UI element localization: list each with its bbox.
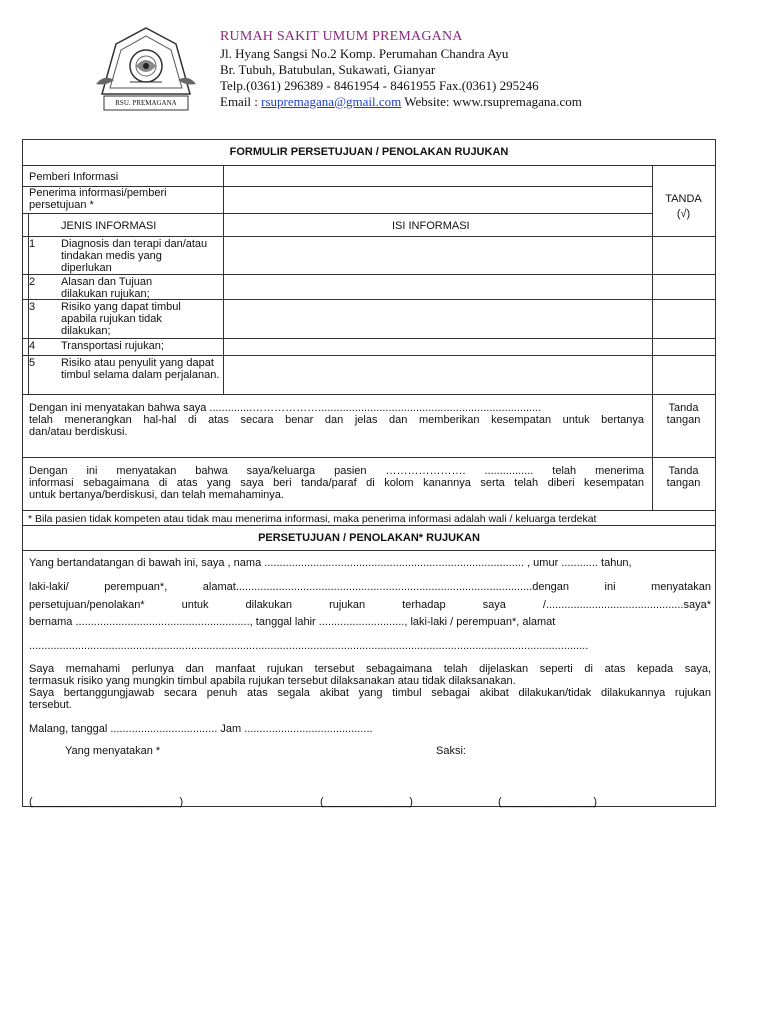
phone-line: Telp.(0361) 296389 - 8461954 - 8461955 Fax.(0361) 295246 <box>220 78 539 93</box>
signature-line-witness-1: (______________) <box>320 796 413 808</box>
pemberi-informasi-label: Pemberi Informasi <box>29 171 119 183</box>
jenis-informasi-header: JENIS INFORMASI <box>61 220 157 232</box>
hospital-name: RUMAH SAKIT UMUM PREMAGANA <box>220 29 463 44</box>
consent-paragraph-line-3: persetujuan/penolakan* untuk dilakukan rujukan terhadap saya /.............................................saya* <box>29 599 711 611</box>
tanda-tangan-2: Tanda tangan <box>666 465 701 489</box>
item-text: Transportasi rujukan; <box>61 340 164 352</box>
statement-2-line-3: untuk bertanya/berdiskusi, dan telah memahaminya. <box>29 489 284 501</box>
tanda-tangan-1: Tanda tangan <box>666 402 701 426</box>
understanding-line-2: termasuk risiko yang mungkin timbul apabila rujukan tersebut dilaksanakan atau tidak dilaksanakan. <box>29 675 516 687</box>
item-number: 2 <box>29 276 36 288</box>
consent-paragraph-line-2: laki-laki/ perempuan*, alamat.................................................................................................dengan ini menyatakan <box>29 581 711 593</box>
penerima-informasi-label: Penerima informasi/pemberi persetujuan * <box>29 187 167 211</box>
statement-2-line-1: Dengan ini menyatakan bahwa saya/keluarga pasien …………………. ................ telah menerima <box>29 465 644 477</box>
email-link[interactable]: rsupremagana@gmail.com <box>261 94 402 109</box>
item-text: Risiko atau penyulit yang dapat timbul selama dalam perjalanan. <box>61 357 220 381</box>
footnote: * Bila pasien tidak kompeten atau tidak mau menerima informasi, maka penerima informasi adalah wali / keluarga terdekat <box>28 513 597 525</box>
understanding-line-1: Saya memahami perlunya dan manfaat rujukan tersebut sebagaimana telah dijelaskan seperti di atas kepada saya, <box>29 663 711 675</box>
item-text: Risiko yang dapat timbul apabila rujukan tidak dilakukan; <box>61 301 181 337</box>
hospital-logo <box>92 24 200 116</box>
date-time-line: Malang, tanggal ................................... Jam .......................................... <box>29 723 373 735</box>
isi-informasi-header: ISI INFORMASI <box>392 220 470 232</box>
address-line-2: Br. Tubuh, Batubulan, Sukawati, Gianyar <box>220 62 436 77</box>
email-label: Email : <box>220 94 262 109</box>
item-number: 4 <box>29 340 36 352</box>
statement-2-line-2: informasi sebagaimana di atas yang saya beri tanda/paraf di kolom kanannya serta telah diberi kesempatan <box>29 477 644 489</box>
responsibility-line-2: tersebut. <box>29 699 72 711</box>
website-text: Website: www.rsupremagana.com <box>401 94 582 109</box>
tanda-header: TANDA <box>665 193 702 205</box>
statement-1-line-1: Dengan ini menyatakan bahwa saya ..............………………......................................................................... <box>29 402 542 414</box>
tanda-check-header: (√) <box>676 208 691 220</box>
item-number: 1 <box>29 238 36 250</box>
section-2-title: PERSETUJUAN / PENOLAKAN* RUJUKAN <box>258 532 480 544</box>
address-line-1: Jl. Hyang Sangsi No.2 Komp. Perumahan Chandra Ayu <box>220 46 509 61</box>
item-number: 3 <box>29 301 36 313</box>
item-number: 5 <box>29 357 36 369</box>
saksi-label: Saksi: <box>436 745 466 757</box>
statement-1-line-2: telah menerangkan hal-hal di atas secara benar dan jelas dan memberikan kesempatan untuk bertanya <box>29 414 644 426</box>
yang-menyatakan-label: Yang menyatakan * <box>65 745 161 757</box>
responsibility-line-1: Saya bertanggungjawab secara penuh atas segala akibat yang timbul sebagai akibat dilakukan/tidak dilakukannya rujukan <box>29 687 711 699</box>
consent-paragraph-line-1: Yang bertandatangan di bawah ini, saya , nama ..................................................................................... , umur ............ tahun, <box>29 557 632 569</box>
email-website-line <box>220 94 582 110</box>
statement-1-line-3: dan/atau berdiskusi. <box>29 426 128 438</box>
item-text: Alasan dan Tujuan dilakukan rujukan; <box>61 276 153 300</box>
signature-line-witness-2: (_______________) <box>498 796 598 808</box>
referral-consent-form <box>22 139 716 807</box>
address-dotted-line: ....................................................................................................................................................................................... <box>29 640 589 652</box>
signature-line-declarant: (________________________) <box>29 796 184 808</box>
logo-text: RSU. PREMAGANA <box>115 99 177 107</box>
form-title: FORMULIR PERSETUJUAN / PENOLAKAN RUJUKAN <box>229 146 509 158</box>
item-text: Diagnosis dan terapi dan/atau tindakan medis yang diperlukan <box>61 238 208 274</box>
consent-paragraph-line-4: bernama ........................................................., tanggal lahir ............................, laki-laki / perempuan*, alamat <box>29 616 556 628</box>
